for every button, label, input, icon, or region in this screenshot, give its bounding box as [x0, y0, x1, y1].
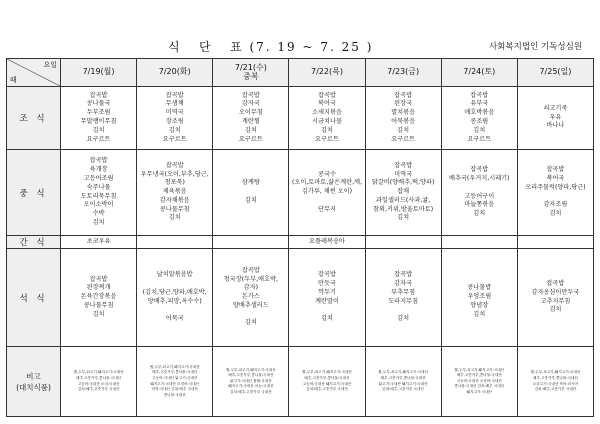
menu-item: 김치: [321, 315, 333, 323]
menu-item: 날치알볶음밥: [156, 271, 193, 279]
menu-item: 잡곡밥: [470, 166, 489, 174]
day-date: 7/19(월): [82, 67, 115, 77]
menu-item: [518, 193, 593, 202]
menu-item: 어묵볶음: [391, 118, 416, 125]
menu-item: 참외,키위,방울토마토): [373, 205, 434, 213]
menu-item: 닭갈비(양배추,떡,양파): [371, 179, 435, 187]
menu-item: 도토리묵무침: [80, 192, 117, 200]
menu-item: 쌀,두부,쇠고기,돼지고기:국내산: [73, 370, 124, 375]
day-header: [137, 59, 213, 87]
menu-item: 돼지고기:국내산 오징어:국내산: [150, 381, 200, 386]
menu-item: 계란찜: [241, 118, 260, 125]
menu-item: 청국장(두부,애호박,: [223, 275, 278, 283]
menu-item: 과일샐러드(사과,귤,: [376, 196, 431, 204]
snack-cell: 초코우유: [61, 236, 137, 249]
menu-item: 잡곡밥: [89, 157, 108, 165]
menu-item: 쌀,두부,쇠고기,돼지고기:국내산: [302, 370, 352, 375]
menu-item: 잡곡밥: [394, 91, 413, 99]
menu-item: 고등어:국내산 오징어:국내산: [456, 378, 502, 383]
breakfast-cell: [213, 87, 289, 150]
menu-item: 잡곡밥: [394, 271, 413, 279]
corner-meal-label: 때: [10, 76, 17, 84]
menu-item: 고등어:국내산 오리:국내산: [77, 381, 120, 386]
notes-cell: [137, 347, 213, 417]
menu-item: 배추,고춧가루,콩나물:국내산: [304, 375, 350, 380]
menu-item: 배추,고춧가루,콩나물:국내산: [228, 373, 274, 378]
menu-item: 잡곡밥: [241, 91, 260, 99]
menu-item: 콩나물:국내산 김치:배추 국내산: [454, 384, 505, 389]
menu-item: 콩나물:국내산: [163, 392, 186, 397]
menu-item: 쌀,두부,쇠고기,돼지고기:국내산: [225, 367, 276, 372]
menu-item: 김치: [321, 126, 333, 134]
menu-item: 청포묵): [164, 179, 185, 187]
menu-item: 시금치나물: [312, 118, 342, 125]
menu-item: 김치:배추,고춧가루 국내산: [230, 389, 272, 394]
menu-item: 배추,고춧가루,콩나물:국내산: [380, 375, 426, 380]
menu-item: 닭고기:국내산 돼지고기:국내산: [378, 381, 428, 386]
day-date: 7/23(금): [387, 67, 420, 77]
menu-item: [137, 306, 212, 315]
category-notes: 비고 (대치식품): [7, 347, 61, 417]
breakfast-cell: [517, 87, 593, 150]
page-title: 식 단 표 (7. 19 ~ 7. 25 ): [168, 40, 374, 54]
menu-item: 잡곡밥: [89, 91, 108, 99]
menu-item: 김가루, 채썬 오이): [301, 188, 353, 196]
header: [0, 38, 600, 54]
menu-item: [442, 184, 517, 193]
menu-item: 요구르트: [86, 135, 111, 143]
menu-item: 김치: [549, 306, 562, 314]
menu-item: 배추,고춧가루,콩나물:국내산: [532, 375, 578, 380]
menu-item: 요구르트: [315, 135, 339, 143]
menu-item: 우무냉국(오이,부추,당근,: [140, 170, 209, 178]
day-header: [517, 59, 593, 87]
category-snack: 간 식: [7, 236, 61, 249]
menu-item: 고등어구이: [464, 192, 495, 200]
menu-item: 된장찌개: [86, 284, 111, 292]
menu-item: 김치: [473, 310, 486, 318]
menu-item: 감자조림: [543, 201, 568, 209]
menu-item: 고추지무침: [540, 297, 571, 305]
lunch-cell: [289, 150, 365, 236]
menu-item: 잡곡밥: [546, 279, 565, 287]
menu-item: 김치: [244, 319, 257, 327]
menu-item: 요구르트: [238, 135, 263, 143]
menu-item: 오이무침: [238, 109, 263, 117]
menu-item: 북어국: [546, 174, 565, 182]
menu-item: 삼계탕: [241, 179, 260, 187]
menu-item: 감자): [243, 284, 259, 292]
menu-item: 도라지무침: [388, 297, 419, 305]
menu-item: 배추,고춧가루,콩나물:국내산: [75, 375, 122, 380]
menu-item: 돈육간장볶음: [80, 293, 117, 301]
menu-item: 제육볶음: [162, 188, 187, 196]
menu-item: 감자국: [394, 279, 413, 287]
menu-item: 배추,고춧가루,콩나물:국내산: [456, 373, 502, 378]
dinner-cell: [289, 249, 365, 347]
day-header: [441, 59, 517, 87]
menu-item: 잡곡밥: [546, 166, 565, 174]
dinner-row: [7, 249, 594, 347]
lunch-cell: [213, 150, 289, 236]
snack-cell: [137, 236, 213, 249]
menu-item: 고등어:국내산 돼지고기:국내산: [302, 381, 352, 386]
menu-item: 잡곡밥: [165, 161, 184, 169]
menu-item: 배추,고춧가루,콩나물:국내산: [152, 370, 198, 375]
menu-item: 돼지고기:국내산: [466, 389, 493, 394]
lunch-cell: [517, 150, 593, 236]
menu-item: 김치: [92, 310, 105, 318]
menu-item: 잡곡밥: [165, 91, 184, 99]
menu-item: 마늘쫑볶음: [464, 201, 495, 209]
dinner-cell: [365, 249, 441, 347]
meal-plan-table: [6, 58, 594, 417]
notes-cell: [441, 347, 517, 417]
snack-cell: [213, 236, 289, 249]
menu-item: 잡곡밥: [318, 91, 336, 99]
organization-name: 사회복지법인 기독성심원: [488, 42, 582, 52]
menu-item: 김치: [397, 315, 410, 323]
menu-item: 배추국(우거지,시래기): [448, 174, 510, 182]
menu-item: 쇠고기죽: [543, 104, 568, 112]
menu-item: 부추무침: [391, 288, 416, 296]
menu-item: 수박: [92, 210, 105, 218]
lunch-cell: [441, 150, 517, 236]
menu-item: 콩나물무침: [83, 301, 114, 309]
menu-item: 김치: [168, 214, 181, 222]
day-date: 7/24(토): [463, 67, 496, 77]
day-header: [61, 59, 137, 87]
menu-item: 미역:국내산 김치:배추 국내산: [151, 387, 198, 392]
menu-item: 요구르트: [391, 135, 416, 143]
menu-item: 콩나물밥: [467, 284, 492, 292]
menu-item: 미역국: [394, 170, 413, 178]
menu-item: 바나나: [546, 122, 565, 130]
breakfast-cell: [61, 87, 137, 150]
menu-item: 콩나물국: [86, 100, 111, 108]
menu-item: 양념장: [470, 301, 489, 309]
snack-cell: [441, 236, 517, 249]
menu-item: 오리주물럭(양파,당근): [525, 183, 586, 191]
menu-item: 두부조림: [86, 109, 111, 117]
day-date: 7/21(수): [234, 62, 267, 72]
lunch-cell: [137, 150, 213, 236]
day-header: [365, 59, 441, 87]
menu-item: 김치: [473, 126, 486, 134]
menu-item: 오이소박이: [83, 201, 114, 209]
menu-item: 콩국수: [318, 170, 336, 178]
menu-item: 양배추샐러드: [232, 301, 269, 309]
menu-item: 깍두기: [318, 288, 336, 296]
notes-cell: [289, 347, 365, 417]
menu-item: 김치: [92, 126, 105, 134]
snack-cell: 요플레복숭아: [289, 236, 365, 249]
header-row: [7, 59, 594, 87]
menu-item: 요구르트: [162, 135, 187, 143]
menu-item: 어묵국: [165, 315, 184, 323]
category-lunch: 중 식: [7, 150, 61, 236]
menu-item: 쌀,두부,쇠고기,돼지고기:국내산: [149, 364, 200, 369]
menu-item: 김치: [244, 196, 257, 204]
menu-item: 잡곡밥: [89, 275, 108, 283]
menu-item: 김치:배추,고춧가루 국내산: [306, 387, 348, 392]
day-date: 7/25(일): [539, 67, 572, 77]
day-date: 7/20(화): [158, 67, 191, 77]
menu-item: [137, 280, 212, 289]
menu-item: 된장국: [394, 100, 413, 108]
menu-item: 요구르트: [467, 135, 492, 143]
dinner-cell: [137, 249, 213, 347]
day-note: 중복: [243, 71, 259, 81]
notes-cell: [517, 347, 593, 417]
menu-item: 김치: [473, 210, 486, 218]
lunch-cell: [61, 150, 137, 236]
menu-item: 콩조림: [470, 118, 489, 125]
dinner-cell: [61, 249, 137, 347]
menu-item: 잡곡밥: [241, 266, 260, 274]
category-breakfast: 조 식: [7, 87, 61, 150]
lunch-row: [7, 150, 594, 236]
menu-item: 쌀,두부,쇠고기,돼지고기:국내산: [530, 370, 581, 375]
dinner-cell: [517, 249, 593, 347]
menu-item: 김치: [549, 210, 562, 218]
menu-item: 김치: [244, 126, 257, 134]
menu-item: 닭고기:국내산 찹쌀:국내산: [229, 378, 272, 383]
menu-item: 감자채볶음: [159, 196, 190, 204]
menu-item: 김치:배추,고춧가루 국내산: [77, 387, 120, 392]
menu-item: (오이,토마토,삶은계란,깨,: [291, 179, 363, 187]
menu-item: 우유: [549, 113, 562, 121]
day-date: 7/22(목): [311, 67, 343, 77]
menu-item: 잡채: [397, 188, 410, 196]
menu-item: 감자국: [241, 100, 260, 108]
menu-item: 김치:배추,고춧가루 국내산: [382, 387, 424, 392]
breakfast-cell: [365, 87, 441, 150]
menu-item: 쌀,두부,쇠고기,돼지고기:국내산: [378, 370, 429, 375]
menu-item: 무말랭이무침: [80, 118, 117, 125]
menu-item: (김치,당근,양파,애호박,: [142, 288, 207, 296]
menu-item: 단무지: [318, 205, 336, 213]
notes-cell: [365, 347, 441, 417]
menu-item: 김치:배추,고춧가루 국내산: [534, 387, 577, 392]
day-header: [213, 59, 289, 87]
menu-item: 돼지고기:국내산 마늘:국내산: [228, 384, 274, 389]
menu-item: 숙주나물: [86, 183, 111, 191]
menu-item: 애호박볶음: [464, 109, 495, 117]
menu-item: 김치: [397, 126, 410, 134]
menu-item: 계란말이: [315, 297, 339, 305]
menu-item: [289, 197, 364, 206]
lunch-cell: [365, 150, 441, 236]
menu-item: [213, 188, 288, 197]
menu-item: 김치: [168, 126, 181, 134]
breakfast-cell: [137, 87, 213, 150]
menu-item: 오리고기:국내산 북어:러시아: [532, 381, 579, 386]
menu-item: [366, 306, 441, 315]
snack-cell: [365, 236, 441, 249]
menu-item: 돈가스: [241, 293, 260, 301]
menu-item: 감자옹심이만두국: [531, 288, 580, 296]
menu-item: 콩나물무침: [159, 205, 190, 213]
category-dinner: 석 식: [7, 249, 61, 347]
menu-item: 북어국: [318, 100, 336, 108]
breakfast-cell: [289, 87, 365, 150]
corner-day-label: 요일: [43, 61, 57, 69]
menu-item: 김치: [92, 218, 105, 226]
menu-item: 잡곡밥: [318, 271, 336, 279]
menu-item: 미역국: [165, 109, 184, 117]
menu-item: 우엉조림: [467, 293, 492, 301]
menu-item: [442, 276, 517, 285]
menu-item: 잡곡밥: [394, 161, 413, 169]
notes-cell: [213, 347, 289, 417]
menu-item: 유부국: [470, 100, 489, 108]
snack-cell: [517, 236, 593, 249]
menu-item: 잡곡밥: [470, 91, 489, 99]
menu-item: 장조림: [165, 118, 184, 125]
breakfast-row: [7, 87, 594, 150]
snack-row: [7, 236, 594, 249]
menu-item: 양배추,피망,옥수수): [147, 297, 202, 305]
menu-item: 육개장: [89, 166, 108, 174]
notes-row: [7, 347, 594, 417]
breakfast-cell: [441, 87, 517, 150]
notes-cell: [61, 347, 137, 417]
menu-item: 무생채: [165, 100, 184, 108]
menu-item: 김치: [397, 214, 410, 222]
menu-item: 만둣국: [318, 279, 336, 287]
dinner-cell: [441, 249, 517, 347]
corner-cell: [7, 59, 61, 87]
menu-item: 소세지볶음: [312, 109, 342, 117]
day-header: [289, 59, 365, 87]
menu-item: 멸치볶음: [391, 109, 416, 117]
menu-item: [289, 306, 364, 315]
dinner-cell: [213, 249, 289, 347]
menu-item: 쌀,두부,쇠고기,돼지고기:국내산: [454, 367, 505, 372]
menu-item: 고등어조림: [83, 174, 114, 182]
menu-item: 고등어:국내산 닭고기:국내산: [152, 375, 198, 380]
